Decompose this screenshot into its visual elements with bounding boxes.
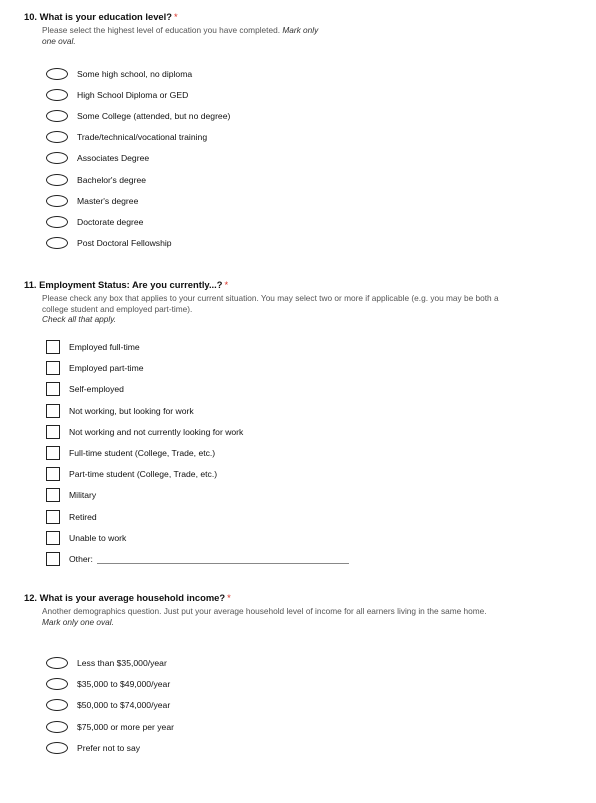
help-text: Another demographics question. Just put your average household level of income for all earners living in the same home. xyxy=(42,606,487,616)
checkbox[interactable] xyxy=(46,340,60,354)
option-label: Some high school, no diploma xyxy=(77,69,193,79)
help-text: Please select the highest level of education you have completed. xyxy=(42,25,280,35)
radio-oval[interactable] xyxy=(46,742,68,754)
checkbox-option[interactable] xyxy=(46,360,144,376)
question-title-text: 10. What is your education level? xyxy=(24,11,172,22)
radio-oval[interactable] xyxy=(46,131,68,143)
question-title-text: 12. What is your average household income? xyxy=(24,592,226,603)
checkbox-option[interactable] xyxy=(46,530,126,546)
option-label: Unable to work xyxy=(69,532,127,543)
checkbox[interactable] xyxy=(46,510,60,524)
radio-oval[interactable] xyxy=(46,678,68,690)
checkbox[interactable] xyxy=(46,446,60,460)
option-label: Doctorate degree xyxy=(77,216,144,227)
option-label: Employed part-time xyxy=(69,363,144,374)
question-title-text: 11. Employment Status: Are you currently...? xyxy=(24,279,223,290)
checkbox-option[interactable] xyxy=(46,445,215,461)
radio-option[interactable] xyxy=(46,676,170,692)
checkbox[interactable] xyxy=(46,552,60,566)
checkbox-option[interactable] xyxy=(46,424,243,440)
radio-option[interactable] xyxy=(46,697,170,713)
option-label: Other: xyxy=(69,554,93,564)
radio-option[interactable] xyxy=(46,193,138,209)
option-label: $50,000 to $74,000/year xyxy=(77,700,171,711)
checkbox-option[interactable] xyxy=(46,466,217,482)
option-label: Military xyxy=(69,490,97,501)
checkbox[interactable] xyxy=(46,467,60,481)
option-label: $75,000 or more per year xyxy=(77,721,174,732)
checkbox[interactable] xyxy=(46,382,60,396)
radio-option[interactable] xyxy=(46,108,230,124)
radio-option[interactable] xyxy=(46,719,174,735)
radio-oval[interactable] xyxy=(46,195,68,207)
radio-oval[interactable] xyxy=(46,68,68,80)
option-label: Employed full-time xyxy=(69,342,140,352)
radio-oval[interactable] xyxy=(46,216,68,228)
help-text: Please check any box that applies to your current situation. You may select two or more if applicable (e.g. you may be both a college student and employed part-time). xyxy=(42,293,499,314)
checkbox-option[interactable] xyxy=(46,403,194,419)
question-instruction: Mark only one oval. xyxy=(42,25,319,46)
checkbox[interactable] xyxy=(46,361,60,375)
required-asterisk: * xyxy=(224,279,229,290)
radio-oval[interactable] xyxy=(46,174,68,186)
radio-option[interactable] xyxy=(46,172,146,188)
radio-option[interactable] xyxy=(46,655,167,671)
option-label: Prefer not to say xyxy=(77,742,141,753)
checkbox[interactable] xyxy=(46,488,60,502)
radio-option[interactable] xyxy=(46,235,172,251)
other-text-input[interactable] xyxy=(97,554,349,564)
radio-option[interactable] xyxy=(46,87,188,103)
radio-option[interactable] xyxy=(46,740,140,756)
question-help xyxy=(42,606,512,627)
radio-oval[interactable] xyxy=(46,657,68,669)
radio-oval[interactable] xyxy=(46,699,68,711)
option-label: Part-time student (College, Trade, etc.) xyxy=(69,469,218,480)
checkbox-option[interactable] xyxy=(46,487,96,503)
radio-oval[interactable] xyxy=(46,152,68,164)
question-title xyxy=(24,279,228,290)
checkbox-option-other[interactable] xyxy=(46,551,349,567)
option-label: Self-employed xyxy=(69,384,124,395)
option-label: Master's degree xyxy=(77,195,139,206)
option-label: Associates Degree xyxy=(77,153,150,164)
option-label: Full-time student (College, Trade, etc.) xyxy=(69,448,216,458)
option-label: Some College (attended, but no degree) xyxy=(77,111,231,122)
option-label: $35,000 to $49,000/year xyxy=(77,679,171,690)
option-label: Less than $35,000/year xyxy=(77,658,167,668)
required-asterisk: * xyxy=(173,11,178,22)
radio-oval[interactable] xyxy=(46,237,68,249)
option-label: Post Doctoral Fellowship xyxy=(77,237,172,248)
radio-option[interactable] xyxy=(46,150,149,166)
option-label: Not working, but looking for work xyxy=(69,405,194,416)
checkbox[interactable] xyxy=(46,531,60,545)
checkbox-option[interactable] xyxy=(46,509,97,525)
question-title xyxy=(24,11,178,22)
option-label: Bachelor's degree xyxy=(77,174,147,185)
radio-oval[interactable] xyxy=(46,110,68,122)
question-title xyxy=(24,592,231,603)
question-instruction: Mark only one oval. xyxy=(42,616,114,627)
checkbox-option[interactable] xyxy=(46,381,124,397)
checkbox-option[interactable] xyxy=(46,339,140,355)
option-label: High School Diploma or GED xyxy=(77,90,189,101)
option-label: Not working and not currently looking for work xyxy=(69,426,244,437)
required-asterisk: * xyxy=(227,592,231,603)
checkbox[interactable] xyxy=(46,425,60,439)
option-label: Trade/technical/vocational training xyxy=(77,132,208,143)
question-help xyxy=(42,293,512,325)
question-help xyxy=(42,25,332,46)
radio-oval[interactable] xyxy=(46,721,68,733)
question-instruction: Check all that apply. xyxy=(42,314,117,324)
radio-oval[interactable] xyxy=(46,89,68,101)
checkbox[interactable] xyxy=(46,404,60,418)
option-label: Retired xyxy=(69,511,97,522)
radio-option[interactable] xyxy=(46,214,143,230)
radio-option[interactable] xyxy=(46,66,192,82)
radio-option[interactable] xyxy=(46,129,207,145)
